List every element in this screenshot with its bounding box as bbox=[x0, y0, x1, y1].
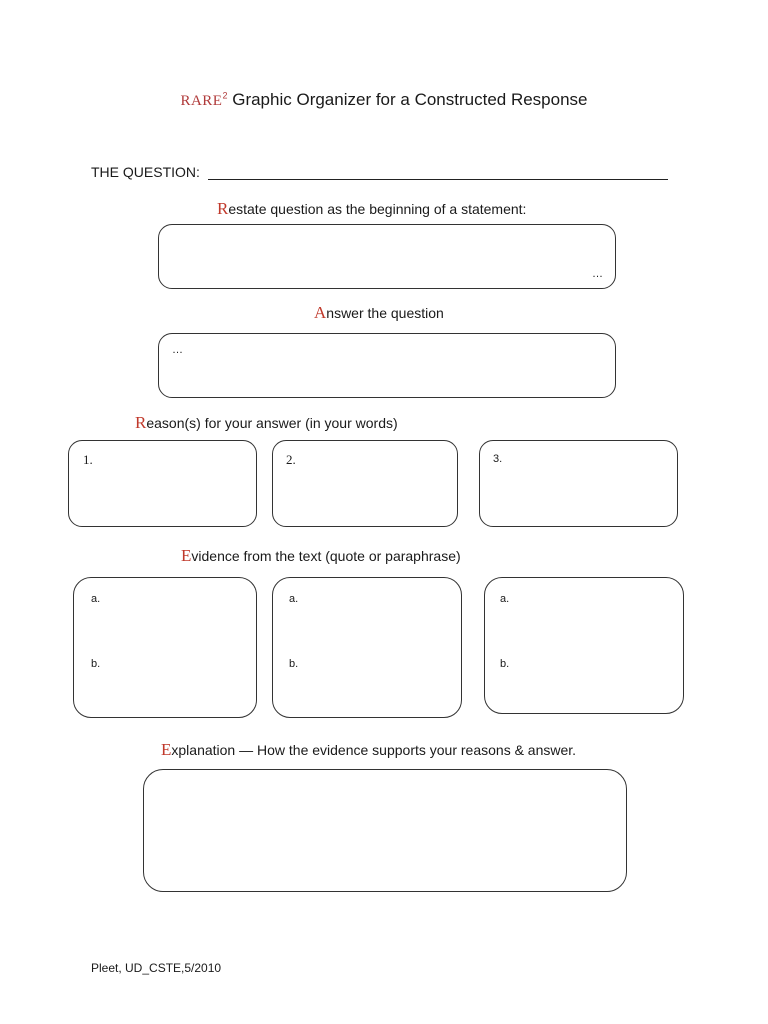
evidence-1-a: a. bbox=[91, 593, 101, 605]
title-text: Graphic Organizer for a Constructed Response bbox=[227, 90, 588, 109]
explanation-heading-text: xplanation — How the evidence supports your reasons & answer. bbox=[171, 742, 577, 758]
restate-heading-text: estate question as the beginning of a statement: bbox=[228, 201, 527, 217]
footer-credit: Pleet, UD_CSTE,5/2010 bbox=[91, 961, 222, 975]
answer-box-ellipsis: … bbox=[172, 344, 183, 356]
evidence-2-b: b. bbox=[289, 658, 299, 670]
reason-box-3[interactable] bbox=[479, 440, 678, 527]
restate-box[interactable] bbox=[158, 224, 616, 289]
evidence-initial: E bbox=[181, 546, 192, 565]
evidence-box-3[interactable] bbox=[484, 577, 684, 714]
evidence-3-b: b. bbox=[500, 658, 510, 670]
reasons-heading-text: eason(s) for your answer (in your words) bbox=[146, 415, 398, 431]
question-answer-line[interactable] bbox=[208, 165, 668, 180]
answer-initial: A bbox=[314, 303, 327, 322]
reasons-initial: R bbox=[135, 413, 147, 432]
restate-box-ellipsis: … bbox=[592, 268, 603, 280]
explanation-box[interactable] bbox=[143, 769, 627, 892]
restate-initial: R bbox=[217, 199, 229, 218]
evidence-1-b: b. bbox=[91, 658, 101, 670]
evidence-box-2[interactable] bbox=[272, 577, 462, 718]
evidence-box-1[interactable] bbox=[73, 577, 257, 718]
evidence-heading bbox=[181, 546, 461, 566]
restate-heading bbox=[217, 199, 526, 219]
explanation-initial: E bbox=[161, 740, 172, 759]
reason-number-1: 1. bbox=[83, 452, 93, 467]
reason-number-2: 2. bbox=[286, 452, 296, 467]
reason-number-3: 3. bbox=[493, 453, 503, 465]
reason-box-2[interactable] bbox=[272, 440, 458, 527]
answer-box[interactable] bbox=[158, 333, 616, 398]
evidence-2-a: a. bbox=[289, 593, 299, 605]
reason-box-1[interactable] bbox=[68, 440, 257, 527]
answer-heading bbox=[314, 303, 444, 323]
question-label: THE QUESTION: bbox=[91, 164, 204, 180]
explanation-heading bbox=[161, 740, 576, 760]
answer-heading-text: nswer the question bbox=[326, 305, 444, 321]
rare-superscript: 2 bbox=[222, 90, 228, 101]
reasons-heading bbox=[135, 413, 398, 433]
evidence-heading-text: vidence from the text (quote or paraphrase) bbox=[191, 548, 461, 564]
page-title bbox=[0, 90, 768, 110]
question-row bbox=[91, 164, 668, 180]
rare-mark: RARE bbox=[180, 93, 223, 109]
evidence-3-a: a. bbox=[500, 593, 510, 605]
